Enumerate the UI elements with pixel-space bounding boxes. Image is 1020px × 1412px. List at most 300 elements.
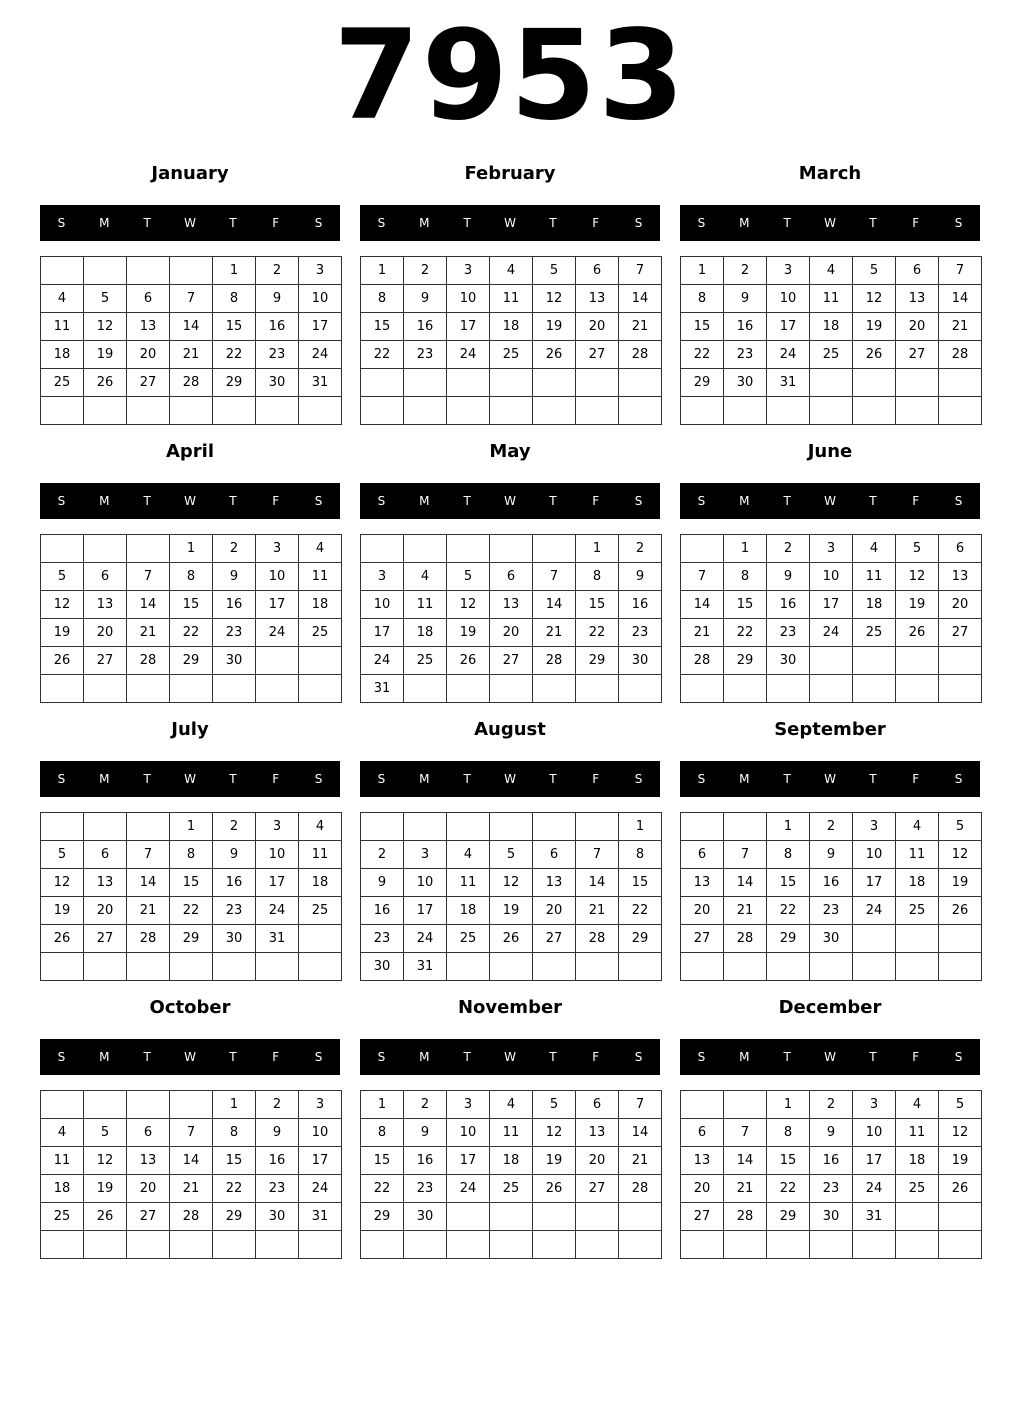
weekday-header: [680, 761, 980, 797]
day-cell: 13: [576, 285, 619, 313]
weekday-label: T: [229, 494, 237, 508]
day-cell: 28: [127, 925, 170, 953]
day-cell: 19: [84, 1175, 127, 1203]
day-grid: [360, 812, 662, 981]
day-cell: [767, 675, 810, 703]
day-cell: [170, 1231, 213, 1259]
week-row: [361, 1175, 662, 1203]
day-cell: 8: [724, 563, 767, 591]
week-row: [361, 1147, 662, 1175]
day-cell: [576, 675, 619, 703]
weekday-header: [40, 1039, 340, 1075]
day-cell: [41, 1231, 84, 1259]
day-cell: 3: [361, 563, 404, 591]
day-cell: [810, 369, 853, 397]
day-cell: [810, 953, 853, 981]
weekday-label: M: [419, 1050, 430, 1064]
week-row: [681, 1175, 982, 1203]
day-cell: 30: [256, 369, 299, 397]
month-name: October: [149, 997, 231, 1018]
day-cell: 15: [170, 869, 213, 897]
weekday-label: S: [314, 772, 323, 786]
day-cell: 22: [724, 619, 767, 647]
day-cell: 1: [213, 1091, 256, 1119]
day-cell: 15: [576, 591, 619, 619]
day-cell: [84, 257, 127, 285]
day-cell: 21: [619, 1147, 662, 1175]
day-cell: [84, 813, 127, 841]
week-row: [681, 647, 982, 675]
day-cell: 20: [896, 313, 939, 341]
year-title: 7953: [333, 4, 687, 148]
day-cell: 15: [681, 313, 724, 341]
day-cell: 25: [490, 341, 533, 369]
day-cell: 17: [299, 313, 342, 341]
day-cell: 19: [853, 313, 896, 341]
week-row: [41, 257, 342, 285]
day-cell: 4: [41, 285, 84, 313]
day-cell: 11: [490, 285, 533, 313]
day-cell: [939, 925, 982, 953]
weekday-label: W: [504, 772, 516, 786]
weekday-label: T: [143, 1050, 151, 1064]
day-cell: [361, 1231, 404, 1259]
day-cell: 23: [810, 1175, 853, 1203]
day-cell: [810, 1231, 853, 1259]
day-cell: 5: [853, 257, 896, 285]
day-cell: [619, 1203, 662, 1231]
day-cell: 12: [490, 869, 533, 897]
day-cell: [619, 1231, 662, 1259]
weekday-header: [680, 483, 980, 519]
week-row: [41, 813, 342, 841]
day-cell: 9: [404, 1119, 447, 1147]
day-cell: [853, 675, 896, 703]
day-cell: 15: [361, 313, 404, 341]
day-cell: [127, 813, 170, 841]
day-cell: 16: [256, 313, 299, 341]
day-cell: [170, 953, 213, 981]
day-cell: 11: [404, 591, 447, 619]
day-cell: [299, 675, 342, 703]
day-cell: [41, 535, 84, 563]
week-row: [41, 1175, 342, 1203]
day-cell: [490, 397, 533, 425]
week-row: [361, 647, 662, 675]
day-cell: 28: [681, 647, 724, 675]
week-row: [681, 257, 982, 285]
day-cell: 23: [361, 925, 404, 953]
day-cell: 4: [896, 1091, 939, 1119]
day-cell: 4: [447, 841, 490, 869]
day-cell: 2: [404, 257, 447, 285]
weekday-label: F: [592, 772, 600, 786]
weekday-label: F: [592, 494, 600, 508]
day-cell: 13: [576, 1119, 619, 1147]
day-cell: 18: [41, 1175, 84, 1203]
day-cell: 2: [213, 813, 256, 841]
day-cell: 11: [490, 1119, 533, 1147]
day-grid: [360, 256, 662, 425]
week-row: [681, 369, 982, 397]
day-cell: 23: [810, 897, 853, 925]
day-cell: [256, 1231, 299, 1259]
weekday-label: W: [824, 772, 836, 786]
day-cell: [41, 1091, 84, 1119]
day-cell: 18: [299, 869, 342, 897]
day-cell: [404, 1231, 447, 1259]
day-cell: 16: [404, 313, 447, 341]
month-name: November: [457, 997, 563, 1018]
day-cell: 29: [213, 1203, 256, 1231]
weekday-label: W: [184, 772, 196, 786]
day-cell: 9: [810, 1119, 853, 1147]
day-cell: 1: [767, 1091, 810, 1119]
day-cell: 24: [256, 897, 299, 925]
week-row: [361, 535, 662, 563]
weekday-label: S: [697, 494, 706, 508]
day-cell: 13: [896, 285, 939, 313]
day-cell: 31: [404, 953, 447, 981]
day-cell: [127, 397, 170, 425]
day-cell: 5: [84, 285, 127, 313]
day-cell: 8: [170, 563, 213, 591]
week-row: [41, 1119, 342, 1147]
day-cell: 1: [361, 257, 404, 285]
weekday-label: S: [954, 772, 963, 786]
weekday-label: S: [57, 1050, 66, 1064]
weekday-label: W: [504, 1050, 516, 1064]
week-row: [361, 841, 662, 869]
weekday-label: M: [99, 494, 110, 508]
day-cell: 11: [41, 1147, 84, 1175]
day-cell: 20: [576, 1147, 619, 1175]
day-cell: [256, 647, 299, 675]
day-cell: 8: [213, 1119, 256, 1147]
day-cell: 16: [810, 869, 853, 897]
weekday-label: F: [272, 1050, 280, 1064]
day-cell: 11: [41, 313, 84, 341]
month-name: June: [807, 441, 853, 462]
weekday-header: [680, 1039, 980, 1075]
week-row: [361, 285, 662, 313]
weekday-label: F: [912, 1050, 920, 1064]
week-row: [681, 285, 982, 313]
day-cell: 17: [767, 313, 810, 341]
day-cell: 29: [213, 369, 256, 397]
week-row: [41, 591, 342, 619]
day-cell: 17: [853, 869, 896, 897]
day-cell: 11: [447, 869, 490, 897]
day-cell: 6: [576, 1091, 619, 1119]
day-cell: 1: [681, 257, 724, 285]
day-cell: 12: [533, 1119, 576, 1147]
day-cell: [724, 1091, 767, 1119]
day-cell: 18: [490, 1147, 533, 1175]
weekday-label: T: [869, 216, 877, 230]
day-cell: 1: [724, 535, 767, 563]
day-cell: 25: [810, 341, 853, 369]
day-cell: 6: [127, 285, 170, 313]
day-cell: 10: [256, 841, 299, 869]
day-cell: [681, 813, 724, 841]
day-cell: 7: [619, 257, 662, 285]
day-cell: 7: [576, 841, 619, 869]
day-cell: 21: [619, 313, 662, 341]
day-cell: [361, 369, 404, 397]
day-cell: 30: [767, 647, 810, 675]
weekday-label: T: [783, 1050, 791, 1064]
day-cell: 20: [127, 341, 170, 369]
day-cell: [361, 535, 404, 563]
day-cell: [213, 1231, 256, 1259]
day-cell: 25: [490, 1175, 533, 1203]
day-cell: [533, 953, 576, 981]
weekday-label: S: [634, 494, 643, 508]
day-cell: [810, 397, 853, 425]
day-cell: 25: [853, 619, 896, 647]
week-row: [361, 397, 662, 425]
day-cell: 27: [576, 341, 619, 369]
day-cell: 22: [767, 897, 810, 925]
day-cell: 24: [361, 647, 404, 675]
day-cell: 22: [213, 341, 256, 369]
day-cell: 11: [299, 841, 342, 869]
day-cell: 18: [896, 869, 939, 897]
day-cell: 5: [939, 813, 982, 841]
day-cell: 12: [447, 591, 490, 619]
day-cell: 10: [767, 285, 810, 313]
day-cell: 27: [84, 647, 127, 675]
day-cell: [404, 369, 447, 397]
weekday-header: [360, 1039, 660, 1075]
day-cell: 19: [939, 869, 982, 897]
day-cell: 20: [533, 897, 576, 925]
day-cell: 20: [84, 619, 127, 647]
day-cell: [299, 397, 342, 425]
weekday-label: M: [739, 1050, 750, 1064]
week-row: [361, 925, 662, 953]
day-cell: 16: [724, 313, 767, 341]
day-cell: 13: [84, 869, 127, 897]
day-cell: 2: [810, 813, 853, 841]
day-cell: [404, 397, 447, 425]
day-cell: 18: [41, 341, 84, 369]
day-cell: 27: [84, 925, 127, 953]
day-cell: 21: [127, 619, 170, 647]
day-cell: [619, 953, 662, 981]
day-cell: 19: [533, 313, 576, 341]
week-row: [681, 619, 982, 647]
day-cell: 29: [170, 925, 213, 953]
weekday-label: M: [99, 216, 110, 230]
month-name: July: [171, 719, 209, 740]
weekday-label: F: [912, 494, 920, 508]
day-cell: 6: [533, 841, 576, 869]
week-row: [681, 1091, 982, 1119]
weekday-label: T: [143, 216, 151, 230]
day-cell: 4: [810, 257, 853, 285]
day-cell: 22: [767, 1175, 810, 1203]
day-cell: 6: [681, 1119, 724, 1147]
day-cell: 24: [853, 897, 896, 925]
day-cell: 22: [170, 619, 213, 647]
day-cell: 10: [361, 591, 404, 619]
month-name: March: [798, 163, 862, 184]
day-cell: 10: [299, 285, 342, 313]
weekday-header: [360, 205, 660, 241]
day-cell: [576, 397, 619, 425]
week-row: [361, 1091, 662, 1119]
day-cell: 8: [767, 841, 810, 869]
day-grid: [360, 534, 662, 703]
weekday-label: F: [272, 494, 280, 508]
day-cell: 29: [170, 647, 213, 675]
day-cell: 19: [490, 897, 533, 925]
week-row: [361, 953, 662, 981]
day-cell: 17: [361, 619, 404, 647]
day-cell: 10: [256, 563, 299, 591]
day-cell: [619, 675, 662, 703]
day-cell: [939, 647, 982, 675]
day-cell: 6: [576, 257, 619, 285]
weekday-label: T: [463, 494, 471, 508]
day-cell: [896, 369, 939, 397]
weekday-label: W: [824, 216, 836, 230]
day-cell: 20: [127, 1175, 170, 1203]
day-cell: 23: [404, 1175, 447, 1203]
day-cell: 14: [724, 1147, 767, 1175]
day-cell: 19: [41, 619, 84, 647]
day-cell: 5: [896, 535, 939, 563]
day-cell: 8: [619, 841, 662, 869]
day-cell: 8: [767, 1119, 810, 1147]
weekday-label: S: [314, 1050, 323, 1064]
weekday-label: M: [739, 216, 750, 230]
day-cell: 13: [84, 591, 127, 619]
day-grid: [680, 534, 982, 703]
day-cell: 7: [127, 563, 170, 591]
day-cell: [896, 647, 939, 675]
day-cell: [896, 1231, 939, 1259]
day-cell: 18: [810, 313, 853, 341]
day-cell: [170, 397, 213, 425]
day-cell: 3: [853, 813, 896, 841]
day-cell: 21: [170, 1175, 213, 1203]
day-cell: 31: [361, 675, 404, 703]
day-cell: 18: [447, 897, 490, 925]
day-cell: 13: [127, 1147, 170, 1175]
day-cell: 19: [84, 341, 127, 369]
day-cell: 13: [681, 1147, 724, 1175]
day-cell: [447, 1203, 490, 1231]
day-cell: 9: [404, 285, 447, 313]
week-row: [361, 257, 662, 285]
day-cell: 24: [299, 341, 342, 369]
day-cell: 13: [939, 563, 982, 591]
day-cell: 29: [361, 1203, 404, 1231]
day-cell: [724, 675, 767, 703]
weekday-header: [40, 483, 340, 519]
day-cell: [84, 675, 127, 703]
weekday-label: T: [549, 494, 557, 508]
day-cell: [127, 675, 170, 703]
day-cell: [299, 647, 342, 675]
day-cell: 27: [896, 341, 939, 369]
month-name: January: [151, 163, 229, 184]
weekday-label: W: [184, 494, 196, 508]
day-cell: [853, 397, 896, 425]
day-cell: 11: [299, 563, 342, 591]
day-cell: 14: [939, 285, 982, 313]
day-cell: [490, 1203, 533, 1231]
day-cell: 8: [170, 841, 213, 869]
day-cell: 25: [299, 897, 342, 925]
day-cell: 22: [619, 897, 662, 925]
week-row: [41, 397, 342, 425]
week-row: [41, 1091, 342, 1119]
day-cell: 7: [127, 841, 170, 869]
day-cell: [533, 1203, 576, 1231]
week-row: [681, 925, 982, 953]
week-row: [41, 285, 342, 313]
day-cell: 8: [681, 285, 724, 313]
day-cell: 20: [939, 591, 982, 619]
day-cell: 17: [299, 1147, 342, 1175]
day-cell: 5: [939, 1091, 982, 1119]
day-grid: [40, 534, 342, 703]
weekday-label: S: [57, 772, 66, 786]
day-cell: [939, 369, 982, 397]
day-cell: 17: [447, 1147, 490, 1175]
day-cell: [853, 925, 896, 953]
day-cell: 10: [853, 841, 896, 869]
day-cell: 31: [767, 369, 810, 397]
day-cell: 19: [447, 619, 490, 647]
day-cell: [447, 675, 490, 703]
day-cell: [213, 953, 256, 981]
day-cell: 26: [447, 647, 490, 675]
day-cell: 29: [767, 1203, 810, 1231]
day-cell: 4: [896, 813, 939, 841]
day-cell: [447, 369, 490, 397]
day-cell: 10: [299, 1119, 342, 1147]
day-cell: 16: [404, 1147, 447, 1175]
day-cell: 31: [299, 369, 342, 397]
day-cell: [490, 369, 533, 397]
day-cell: [533, 397, 576, 425]
day-cell: [853, 1231, 896, 1259]
day-cell: [533, 1231, 576, 1259]
day-cell: [810, 647, 853, 675]
day-cell: 22: [170, 897, 213, 925]
day-cell: 23: [213, 619, 256, 647]
day-cell: 30: [810, 925, 853, 953]
day-cell: [681, 1091, 724, 1119]
week-row: [361, 869, 662, 897]
day-grid: [40, 256, 342, 425]
day-cell: 23: [256, 341, 299, 369]
day-cell: 24: [810, 619, 853, 647]
day-cell: 14: [533, 591, 576, 619]
day-cell: 10: [853, 1119, 896, 1147]
day-cell: [256, 397, 299, 425]
day-cell: 2: [361, 841, 404, 869]
day-cell: 6: [896, 257, 939, 285]
weekday-label: W: [824, 494, 836, 508]
week-row: [361, 313, 662, 341]
day-cell: 27: [681, 1203, 724, 1231]
